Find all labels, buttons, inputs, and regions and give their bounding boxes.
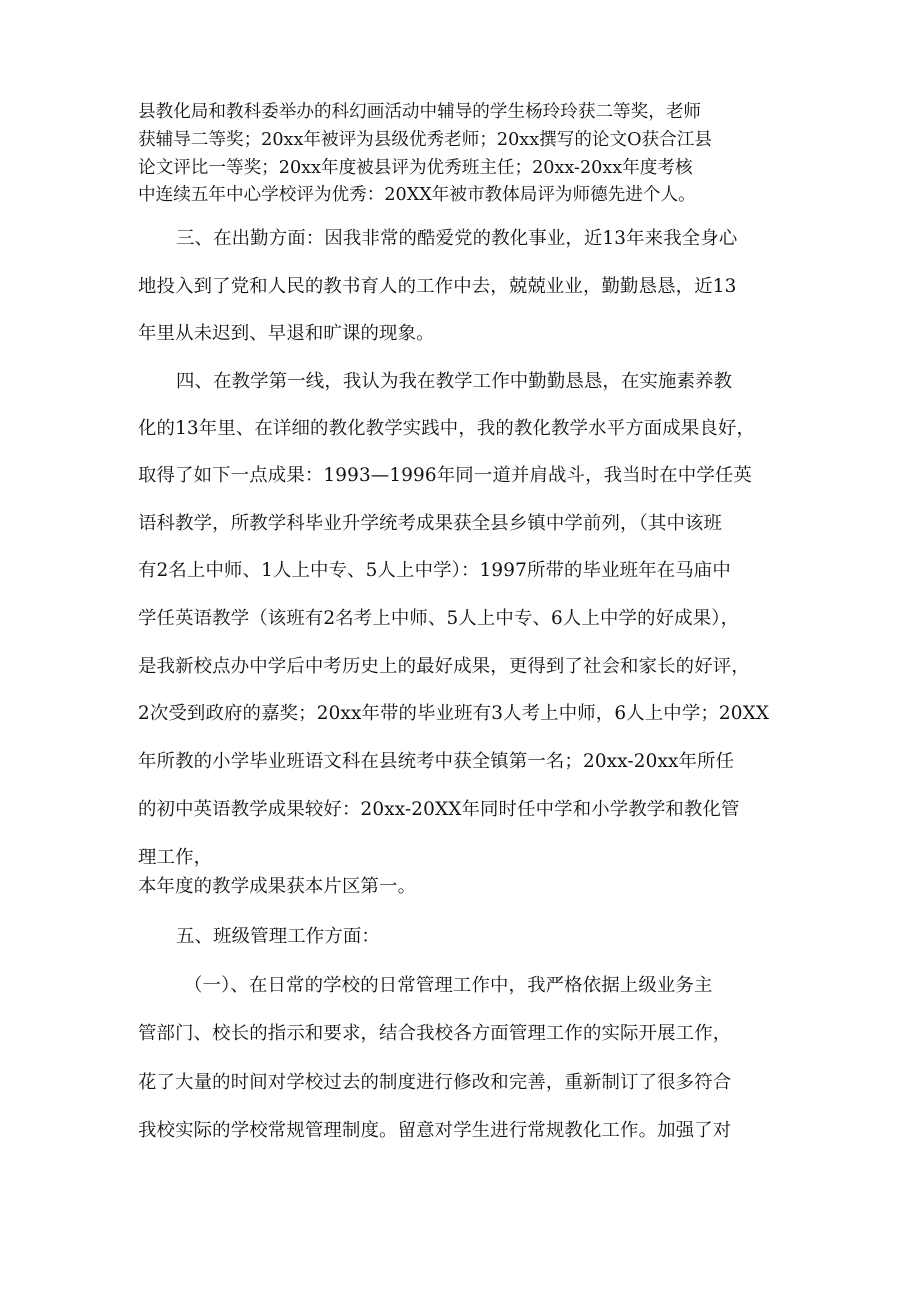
text-line-15: 2次受到政府的嘉奖；20xx年带的毕业班有3人考上中师，6人上中学；20XX xyxy=(138,703,770,724)
text-line-7: 年里从未迟到、早退和旷课的现象。 xyxy=(138,323,435,344)
text-line-2: 获辅导二等奖；20xx年被评为县级优秀老师；20xx撰写的论文O获合江县 xyxy=(138,130,712,150)
section-3-heading-line: 三、在出勤方面：因我非常的酷爱党的教化事业，近13年来我全身心 xyxy=(176,228,738,249)
text-line-24: 我校实际的学校常规管理制度。留意对学生进行常规教化工作。加强了对 xyxy=(138,1120,732,1141)
text-line-6: 地投入到了党和人民的教书育人的工作中去，兢兢业业，勤勤恳恳，近13 xyxy=(138,276,737,297)
text-line-9: 化的13年里、在详细的教化教学实践中，我的教化教学水平方面成果良好， xyxy=(138,418,756,439)
text-line-13: 学任英语教学（该班有2名考上中师、5人上中专、6人上中学的好成果）， xyxy=(138,608,740,629)
section-5-heading: 五、班级管理工作方面： xyxy=(176,926,380,947)
text-line-22: 管部门、校长的指示和要求，结合我校各方面管理工作的实际开展工作， xyxy=(138,1023,732,1044)
text-line-19: 本年度的教学成果获本片区第一。 xyxy=(138,876,417,897)
text-line-10: 取得了如下一点成果：1993—1996年同一道并肩战斗，我当时在中学任英 xyxy=(138,465,752,486)
text-line-17: 的初中英语教学成果较好：20xx-20XX年同时任中学和小学教学和教化管 xyxy=(138,799,740,820)
section-4-heading-line: 四、在教学第一线，我认为我在教学工作中勤勤恳恳，在实施素养教 xyxy=(176,371,733,392)
text-line-18: 理工作， xyxy=(138,847,213,868)
text-line-1: 县教化局和教科委举办的科幻画活动中辅导的学生杨玲玲获二等奖，老师 xyxy=(138,102,702,122)
text-line-16: 年所教的小学毕业班语文科在县统考中获全镇第一名；20xx-20xx年所任 xyxy=(138,751,735,772)
text-line-11: 语科教学，所教学科毕业升学统考成果获全县乡镇中学前列，（其中该班 xyxy=(138,513,723,534)
text-line-4: 中连续五年中心学校评为优秀：20XX年被市教体局评为师德先进个人。 xyxy=(138,185,696,205)
text-line-3: 论文评比一等奖；20xx年度被县评为优秀班主任；20xx-20xx年度考核 xyxy=(138,158,693,178)
text-line-23: 花了大量的时间对学校过去的制度进行修改和完善，重新制订了很多符合 xyxy=(138,1072,732,1093)
section-5-subsection-1-line: （一）、在日常的学校的日常管理工作中，我严格依据上级业务主 xyxy=(184,975,713,996)
text-line-14: 是我新校点办中学后中考历史上的最好成果，更得到了社会和家长的好评， xyxy=(138,656,750,677)
text-line-12: 有2名上中师、1人上中专、5人上中学）：1997所带的毕业班年在马庙中 xyxy=(138,560,731,581)
